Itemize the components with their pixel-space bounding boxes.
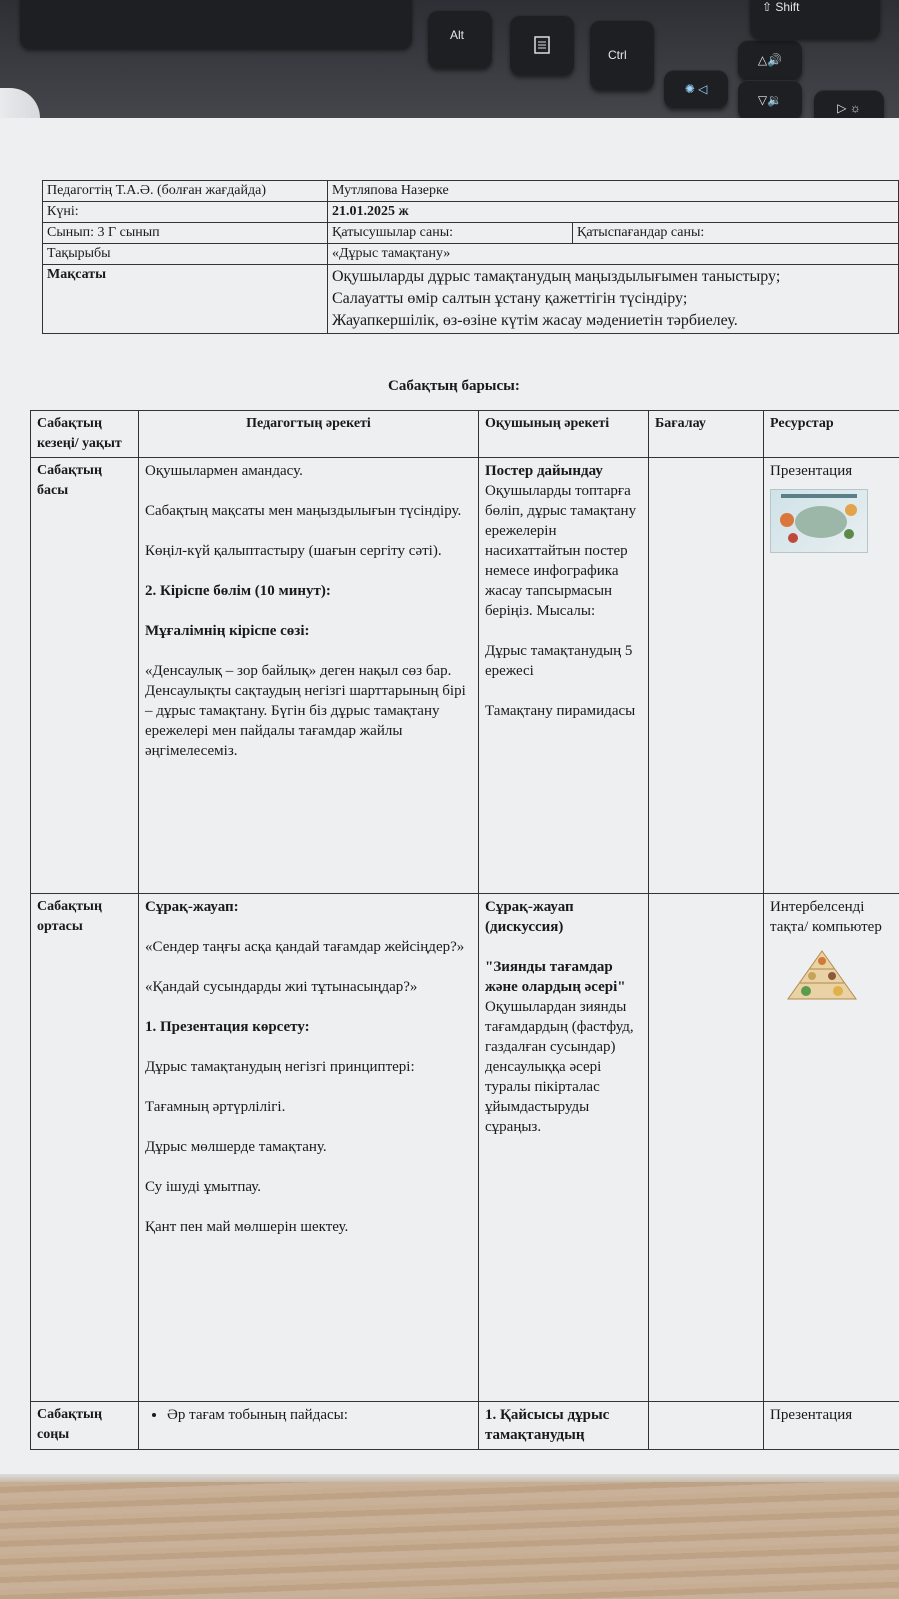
keyboard-key-ctrl: Ctrl [590, 20, 654, 90]
teacher-actions-end [139, 1402, 479, 1450]
teacher-text: Қант пен май мөлшерін шектеу. [145, 1219, 349, 1235]
teacher-text: Су ішуді ұмытпау. [145, 1179, 262, 1195]
teacher-subheading: Мұғалімнің кіріспе сөзі: [145, 623, 310, 639]
aims-label: Мақсаты [43, 265, 328, 334]
desk-surface [0, 1482, 899, 1599]
resources-middle [764, 894, 899, 1402]
student-actions-end: 1. Қайсысы дұрыс тамақтанудың [479, 1402, 649, 1450]
column-header-resources: Ресурстар [764, 411, 899, 458]
aim-item: Жауапкершілік, өз-өзіне күтім жасау мәдениетін тәрбиелеу. [332, 312, 738, 329]
teacher-actions-start [139, 458, 479, 894]
lesson-flow-table [30, 410, 899, 1450]
topic-label: Тақырыбы [43, 244, 328, 265]
student-text: Тамақтану пирамидасы [485, 703, 636, 719]
date-label: Күні: [43, 202, 328, 223]
teacher-subheading: 2. Кіріспе бөлім (10 минут): [145, 583, 331, 599]
teacher-subheading: Сұрақ-жауап: [145, 899, 239, 915]
lesson-header-table [42, 180, 899, 334]
topic-value: «Дұрыс тамақтану» [328, 244, 899, 265]
food-pyramid-image [782, 945, 862, 1007]
food-plate-icon [771, 490, 867, 552]
student-actions-middle [479, 894, 649, 1402]
resources-start [764, 458, 899, 894]
phase-middle: Сабақтың ортасы [31, 894, 139, 1402]
aim-item: Салауатты өмір салтын ұстану қажеттігін түсіндіру; [332, 290, 688, 307]
teacher-text: Көңіл-күй қалыптастыру (шағын сергіту сәті). [145, 543, 442, 559]
student-text: Дұрыс тамақтанудың 5 ережесі [485, 643, 633, 679]
student-task-title: "Зиянды тағамдар және олардың әсері" [485, 959, 626, 995]
resources-end: Презентация [764, 1402, 899, 1450]
teacher-label: Педагогтің Т.А.Ә. (болған жағдайда) [43, 181, 328, 202]
teacher-text: Тағамның әртүрлілігі. [145, 1099, 286, 1115]
teacher-value: Мутляпова Назерке [328, 181, 899, 202]
student-task-title: Сұрақ-жауап (дискуссия) [485, 899, 574, 935]
menu-icon [532, 35, 552, 55]
teacher-text: «Қандай сусындарды жиі тұтынасыңдар?» [145, 979, 418, 995]
assessment-end [649, 1402, 764, 1450]
teacher-actions-middle [139, 894, 479, 1402]
phase-start: Сабақтың басы [31, 458, 139, 894]
column-header-student: Оқушының әрекеті [479, 411, 649, 458]
student-text: Оқушылардан зиянды тағамдардың (фастфуд, газдалған сусындар) денсаулыққа әсері туралы пікірталас ұйымдастыруды сұраңыз. [485, 999, 634, 1135]
food-pyramid-icon [782, 945, 862, 1007]
keyboard-key-brightness [664, 70, 728, 108]
assessment-middle [649, 894, 764, 1402]
assessment-start [649, 458, 764, 894]
teacher-text: Сабақтың мақсаты мен маңыздылығын түсіндіру. [145, 503, 462, 519]
play-icon: ▷ ☼ [837, 101, 861, 115]
present-label: Қатысушылар саны: [328, 223, 573, 244]
resource-label: Презентация [770, 463, 853, 479]
column-header-phase: Сабақтың кезеңі/ уақыт [31, 411, 139, 458]
teacher-text: Оқушылармен амандасу. [145, 463, 303, 479]
teacher-subheading: 1. Презентация көрсету: [145, 1019, 310, 1035]
student-actions-start [479, 458, 649, 894]
teacher-text: Дұрыс мөлшерде тамақтану. [145, 1139, 327, 1155]
section-title: Сабақтың барысы: [388, 378, 520, 394]
aim-item: Оқушыларды дұрыс тамақтанудың маңыздылығымен таныстыру; [332, 268, 781, 285]
class-label: Сынып: 3 Г сынып [43, 223, 328, 244]
keyboard-key-shift: ⇧ Shift [750, 0, 880, 38]
teacher-text: «Денсаулық – зор байлық» деген нақыл сөз бар. Денсаулықты сақтаудың негізгі шарттарының бірі – дұрыс тамақтану. Бүгін біз дұрыс тамақтану ережелері мен пайдалы тағамдар жайлы әңгімелесеміз. [145, 663, 466, 759]
student-text: Оқушыларды топтарға бөліп, дұрыс тамақтану ережелерін насихаттайтын постер немесе инфографика жасау тапсырмасын беріңіз. Мысалы: [485, 483, 637, 619]
keyboard-key-alt: Alt [428, 10, 492, 68]
list-item: • Әр тағам тобының пайдасы: [167, 1405, 472, 1425]
absent-label: Қатыспағандар саны: [573, 223, 899, 244]
aims-list [328, 265, 899, 334]
teacher-text: Дұрыс тамақтанудың негізгі принциптері: [145, 1059, 415, 1075]
healthy-food-image [770, 489, 868, 553]
column-header-assessment: Бағалау [649, 411, 764, 458]
keyboard-key-menu [510, 15, 574, 75]
date-value: 21.01.2025 ж [328, 202, 899, 223]
resource-label: Интербелсенді тақта/ компьютер [770, 899, 882, 935]
volume-up-icon: △🔊 [757, 53, 783, 67]
phase-end: Сабақтың соңы [31, 1402, 139, 1450]
keyboard-key-space [20, 0, 412, 48]
brightness-icon: ✺ ◁ [684, 82, 708, 96]
teacher-text: «Сендер таңғы асқа қандай тағамдар жейсіңдер?» [145, 939, 465, 955]
volume-down-icon: ▽🔉 [757, 93, 783, 107]
keyboard-key-volume-down [738, 80, 802, 120]
keyboard-key-volume-up [738, 40, 802, 80]
column-header-teacher: Педагогтың әрекеті [139, 411, 479, 458]
student-task-title: Постер дайындау [485, 463, 603, 479]
